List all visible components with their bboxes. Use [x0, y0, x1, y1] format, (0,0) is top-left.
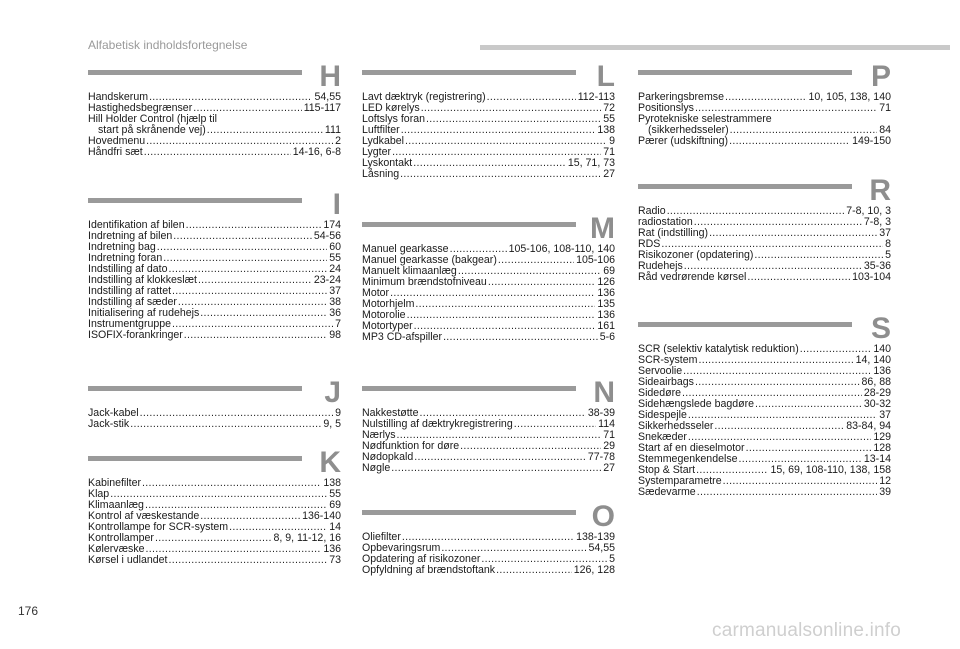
dot-leader — [144, 147, 291, 158]
index-entry-page[interactable]: 2 — [335, 135, 341, 147]
index-entry-name: Jack-stik — [88, 418, 130, 430]
index-entry-name: Lydkabel — [362, 135, 405, 147]
index-entry-name: start på skrånende vej) — [98, 124, 206, 136]
index-entry-page[interactable]: 69 — [329, 499, 341, 511]
index-entry-name: Indretning bag — [88, 241, 156, 253]
index-entry-page[interactable]: 140 — [873, 343, 891, 355]
dot-leader — [460, 441, 601, 452]
dot-leader — [200, 308, 327, 319]
section-letter: N — [593, 376, 615, 409]
section-letter: J — [324, 376, 341, 409]
dot-leader — [747, 272, 850, 283]
index-entry-page[interactable]: 5-6 — [599, 331, 615, 343]
index-entry-name: Kørsel i udlandet — [88, 554, 168, 566]
section-rule — [88, 456, 302, 461]
index-entry-page[interactable]: 10, 105, 138, 140 — [808, 91, 891, 103]
section-entries — [88, 478, 341, 566]
dot-leader — [694, 217, 862, 228]
index-entry-page[interactable]: 136 — [873, 365, 891, 377]
index-entry-page[interactable]: 14-16, 6-8 — [292, 146, 341, 158]
dot-leader — [130, 419, 321, 430]
index-entry-page[interactable]: 5 — [609, 553, 615, 565]
index-entry — [362, 277, 615, 288]
index-entry-name: Kabinefilter — [88, 477, 141, 489]
index-entry-page[interactable]: 55 — [329, 488, 341, 500]
index-entry-page[interactable]: 27 — [603, 168, 615, 180]
index-entry-page[interactable]: 112-113 — [577, 91, 615, 103]
index-entry-page[interactable]: 105-106, 108-110, 140 — [508, 243, 615, 255]
index-entry-name: Nøgle — [362, 462, 391, 474]
index-entry-name: Rudehejs — [638, 260, 683, 272]
index-entry-page[interactable]: 29 — [603, 440, 615, 452]
index-entry-name: Indstilling af sæder — [88, 296, 177, 308]
index-entry-page[interactable]: 128 — [873, 442, 891, 454]
section-entries — [362, 408, 615, 474]
index-entry-name: Kontrol af væskestande — [88, 510, 200, 522]
index-entry-name: Opfyldning af brændstoftank — [362, 564, 496, 576]
index-entry-name: Servoolie — [638, 365, 683, 377]
index-entry-name: Pyrotekniske selestrammere — [638, 113, 772, 125]
section-heading — [362, 212, 615, 245]
index-entry-page[interactable]: 60 — [329, 241, 341, 253]
index-entry-page[interactable]: 138-139 — [576, 531, 615, 543]
index-entry-page[interactable]: 136 — [597, 287, 615, 299]
index-entry-name: Sidedøre — [638, 387, 681, 399]
section-letter: P — [870, 60, 891, 93]
index-entry-page[interactable]: 138 — [597, 124, 615, 136]
section-rule — [638, 70, 852, 75]
index-entry-name: Jack-kabel — [88, 407, 139, 419]
section-letter: K — [319, 446, 341, 479]
index-entry-page[interactable]: 77-78 — [587, 451, 615, 463]
index-entry-page[interactable]: 129 — [873, 431, 891, 443]
section-entries — [88, 408, 341, 430]
index-entry-page[interactable]: 138 — [323, 477, 341, 489]
index-entry-page[interactable]: 161 — [597, 320, 615, 332]
index-entry — [362, 419, 615, 430]
index-entry-name: Sideairbags — [638, 376, 694, 388]
section-rule — [362, 386, 576, 391]
dot-leader — [184, 330, 327, 341]
index-section-s — [638, 314, 891, 498]
dot-leader — [207, 125, 323, 136]
index-entry-page[interactable]: 174 — [323, 219, 341, 231]
index-section-m — [362, 214, 615, 343]
index-entry — [362, 565, 615, 576]
index-entry-name: Initialisering af rudehejs — [88, 307, 200, 319]
dot-leader — [487, 92, 576, 103]
index-entry-page[interactable]: 7 — [335, 318, 341, 330]
section-heading — [362, 500, 615, 533]
index-entry-name: (sikkerhedsseler) — [648, 124, 729, 136]
index-entry-page[interactable]: 103-104 — [852, 271, 891, 283]
index-entry-page[interactable]: 135 — [597, 298, 615, 310]
dot-leader — [443, 332, 598, 343]
section-heading — [638, 174, 891, 207]
dot-leader — [755, 399, 862, 410]
index-entry-page[interactable]: 72 — [603, 102, 615, 114]
index-entry-page[interactable]: 38-39 — [587, 407, 615, 419]
index-entry — [638, 228, 891, 239]
index-entry-name: Stop & Start — [638, 464, 696, 476]
index-entry-name: Nakkestøtte — [362, 407, 419, 419]
section-letter: O — [591, 500, 615, 533]
dot-leader — [488, 277, 595, 288]
section-entries — [638, 206, 891, 283]
index-entry-name: Opbevaringsrum — [362, 542, 441, 554]
index-entry-name: RDS — [638, 238, 661, 250]
section-rule — [362, 70, 576, 75]
dot-leader — [142, 478, 321, 489]
watermark: carmanualsonline.info — [712, 620, 902, 641]
index-entry — [362, 136, 615, 147]
index-entry-page[interactable]: 84 — [879, 124, 891, 136]
index-entry — [88, 555, 341, 566]
index-entry-name: Håndfri sæt — [88, 146, 143, 158]
index-entry-name: Kontrollampe for SCR-system — [88, 521, 229, 533]
index-entry-name: Parkeringsbremse — [638, 91, 724, 103]
index-entry-page[interactable]: 9 — [609, 135, 615, 147]
index-entry-name: Instrumentgruppe — [88, 318, 172, 330]
index-section-o — [362, 502, 615, 576]
dot-leader — [401, 125, 596, 136]
index-entry — [88, 330, 341, 341]
dot-leader — [683, 366, 871, 377]
section-heading — [362, 60, 615, 93]
index-entry-page[interactable]: 8 — [885, 238, 891, 250]
index-entry-page[interactable]: 36 — [329, 307, 341, 319]
index-entry-page[interactable]: 13-14 — [863, 453, 891, 465]
index-entry-name: Handskerum — [88, 91, 149, 103]
dot-leader — [390, 288, 595, 299]
section-letter: R — [869, 174, 891, 207]
dot-leader — [426, 114, 601, 125]
index-entry-name: Identifikation af bilen — [88, 219, 185, 231]
dot-leader — [725, 92, 807, 103]
dot-leader — [698, 355, 853, 366]
index-entry-name: LED kørelys — [362, 102, 420, 114]
section-rule — [88, 198, 302, 203]
index-entry-name: Nærlys — [362, 429, 396, 441]
index-entry-page[interactable]: 15, 71, 73 — [567, 157, 615, 169]
section-entries — [638, 344, 891, 498]
index-entry-name: Lyskontakt — [362, 157, 413, 169]
index-entry-name: Motortyper — [362, 320, 413, 332]
index-entry-page[interactable]: 12 — [879, 475, 891, 487]
index-entry-page[interactable]: 24 — [329, 263, 341, 275]
section-rule — [638, 184, 852, 189]
dot-leader — [697, 487, 878, 498]
index-entry-page[interactable]: 37 — [329, 285, 341, 297]
index-entry-page[interactable]: 14, 140 — [855, 354, 891, 366]
index-entry-page[interactable]: 55 — [329, 252, 341, 264]
index-entry-page[interactable]: 98 — [329, 329, 341, 341]
dot-leader — [400, 169, 601, 180]
index-entry-name: Snekæder — [638, 431, 687, 443]
index-entry — [362, 332, 615, 343]
index-entry-page[interactable]: 73 — [329, 554, 341, 566]
index-entry-page[interactable]: 83-84, 94 — [846, 420, 891, 432]
index-entry-page[interactable]: 55 — [603, 113, 615, 125]
section-entries — [88, 220, 341, 341]
index-entry — [362, 158, 615, 169]
dot-leader — [178, 297, 327, 308]
index-entry-page[interactable]: 71 — [603, 146, 615, 158]
index-entry-page[interactable]: 7-8, 10, 3 — [846, 205, 891, 217]
index-entry-page[interactable]: 27 — [603, 462, 615, 474]
dot-leader — [172, 286, 327, 297]
index-entry-name: Nulstilling af dæktrykregistrering — [362, 418, 513, 430]
index-entry — [88, 419, 341, 430]
dot-leader — [413, 158, 566, 169]
dot-leader — [709, 228, 877, 239]
index-section-l — [362, 62, 615, 180]
index-entry-name: Klap — [88, 488, 110, 500]
index-entry-name: Hastighedsbegrænser — [88, 102, 193, 114]
index-entry-page[interactable]: 136-140 — [302, 510, 341, 522]
index-entry-page[interactable]: 5 — [885, 249, 891, 261]
dot-leader — [155, 533, 272, 544]
index-entry-name: Rat (indstilling) — [638, 227, 709, 239]
section-heading — [638, 60, 891, 93]
index-entry-page[interactable]: 14 — [329, 521, 341, 533]
index-entry-page[interactable]: 30-32 — [863, 398, 891, 410]
section-letter: I — [332, 188, 341, 221]
index-entry-name: Lavt dæktryk (registrering) — [362, 91, 486, 103]
index-section-r — [638, 176, 891, 283]
dot-leader — [157, 242, 327, 253]
index-entry-page[interactable]: 9, 5 — [323, 418, 341, 430]
index-section-h — [88, 62, 341, 158]
index-entry-page[interactable]: 126 — [597, 276, 615, 288]
index-entry-name: Motorhjelm — [362, 298, 415, 310]
section-entries — [638, 92, 891, 147]
dot-leader — [169, 555, 328, 566]
index-entry-name: Systemparametre — [638, 475, 722, 487]
index-entry-name: Råd vedrørende kørsel — [638, 271, 747, 283]
index-entry-name: Risikozoner (opdatering) — [638, 249, 754, 261]
index-entry-name: Manuel gearkasse (bakgear) — [362, 254, 497, 266]
index-entry-page[interactable]: 54-56 — [313, 230, 341, 242]
index-entry-name: Indstilling af klokkeslæt — [88, 274, 197, 286]
section-entries — [88, 92, 341, 158]
section-entries — [362, 244, 615, 343]
dot-leader — [695, 377, 860, 388]
index-entry — [362, 452, 615, 463]
section-letter: H — [319, 60, 341, 93]
dot-leader — [415, 299, 595, 310]
index-entry-page[interactable]: 136 — [323, 543, 341, 555]
index-entry-page[interactable]: 35-36 — [863, 260, 891, 272]
index-entry-page[interactable]: 54,55 — [314, 91, 341, 103]
index-entry-name: Sidehængslede bagdøre — [638, 398, 755, 410]
index-entry-name: Lygter — [362, 146, 392, 158]
section-heading — [88, 376, 341, 409]
index-entry-name: Sidespejle — [638, 409, 687, 421]
index-entry-page[interactable]: 23-24 — [313, 274, 341, 286]
index-entry-name: Luftfilter — [362, 124, 400, 136]
index-entry-page[interactable]: 71 — [603, 429, 615, 441]
index-entry-name: Start af en dieselmotor — [638, 442, 745, 454]
index-entry-name: ISOFIX-forankringer — [88, 329, 183, 341]
index-entry-page[interactable]: 54,55 — [588, 542, 615, 554]
dot-leader — [198, 275, 312, 286]
index-section-n — [362, 378, 615, 474]
index-entry — [362, 169, 615, 180]
index-entry-page[interactable]: 126, 128 — [573, 564, 615, 576]
section-rule — [362, 222, 576, 227]
index-entry — [638, 487, 891, 498]
index-entry-name: MP3 CD-afspiller — [362, 331, 443, 343]
dot-leader — [146, 544, 322, 555]
dot-leader — [407, 310, 596, 321]
page-header-title: Alfabetisk indholdsfortegnelse — [88, 38, 248, 52]
index-entry-name: Låsning — [362, 168, 400, 180]
index-entry-page[interactable]: 15, 69, 108-110, 138, 158 — [770, 464, 891, 476]
index-entry — [362, 463, 615, 474]
index-entry-page[interactable]: 136 — [597, 309, 615, 321]
index-entry-page[interactable]: 38 — [329, 296, 341, 308]
section-rule — [362, 510, 576, 515]
index-entry-page[interactable]: 8, 9, 11-12, 16 — [273, 532, 341, 544]
dot-leader — [496, 565, 572, 576]
index-entry-name: SCR (selektiv katalytisk reduktion) — [638, 343, 799, 355]
index-entry-name: Manuel gearkasse — [362, 243, 449, 255]
index-entry-page[interactable]: 69 — [603, 265, 615, 277]
dot-leader — [172, 319, 333, 330]
dot-leader — [391, 463, 601, 474]
index-entry-page[interactable]: 105-106 — [576, 254, 615, 266]
dot-leader — [405, 136, 607, 147]
index-entry-name: Pærer (udskiftning) — [638, 135, 729, 147]
index-entry-page[interactable]: 37 — [879, 227, 891, 239]
index-entry-name: Oliefilter — [362, 531, 401, 543]
index-entry-name: Manuelt klimaanlæg — [362, 265, 457, 277]
index-entry-name: Nødopkald — [362, 451, 414, 463]
index-entry-name: Motor — [362, 287, 390, 299]
section-heading — [88, 60, 341, 93]
dot-leader — [173, 231, 312, 242]
index-entry-name: Indretning af bilen — [88, 230, 173, 242]
dot-leader — [163, 253, 327, 264]
index-entry-name: Indretning foran — [88, 252, 163, 264]
index-entry-name: Indstilling af dato — [88, 263, 168, 275]
index-entry-name: SCR-system — [638, 354, 698, 366]
index-entry-page[interactable]: 149-150 — [852, 135, 891, 147]
section-heading — [362, 376, 615, 409]
dot-leader — [498, 255, 574, 266]
index-section-p — [638, 62, 891, 147]
section-heading — [638, 312, 891, 345]
section-heading — [88, 446, 341, 479]
index-entry-name: Opdatering af risikozoner — [362, 553, 481, 565]
dot-leader — [186, 220, 322, 231]
index-section-j — [88, 378, 341, 430]
dot-leader — [723, 476, 878, 487]
index-entry-name: Positionslys — [638, 102, 694, 114]
section-heading — [88, 188, 341, 221]
header-bar — [480, 45, 950, 50]
index-entry-name: Motorolie — [362, 309, 406, 321]
section-entries — [362, 92, 615, 180]
index-entry — [638, 136, 891, 147]
index-entry-name: Minimum brændstofniveau — [362, 276, 487, 288]
section-letter: L — [596, 60, 615, 93]
index-entry-name: Kontrollamper — [88, 532, 154, 544]
index-entry-page[interactable]: 86, 88 — [861, 376, 891, 388]
section-letter: M — [590, 212, 615, 245]
dot-leader — [714, 421, 844, 432]
index-entry-name: Nødfunktion for døre — [362, 440, 460, 452]
dot-leader — [729, 136, 850, 147]
index-entry — [88, 478, 341, 489]
index-section-k — [88, 448, 341, 566]
dot-leader — [667, 206, 845, 217]
index-entry-name: Hovedmenu — [88, 135, 146, 147]
index-entry — [88, 147, 341, 158]
index-entry-page[interactable]: 115-117 — [303, 102, 341, 114]
index-entry-name: radiostation — [638, 216, 693, 228]
dot-leader — [140, 408, 333, 419]
index-entry-page[interactable]: 7-8, 3 — [863, 216, 891, 228]
page-number: 176 — [18, 604, 39, 618]
dot-leader — [414, 452, 586, 463]
dot-leader — [746, 443, 872, 454]
index-entry-page[interactable]: 111 — [324, 124, 341, 136]
index-entry-name: Radio — [638, 205, 666, 217]
index-entry — [638, 272, 891, 283]
index-entry-name: Stemmegenkendelse — [638, 453, 738, 465]
dot-leader — [514, 419, 596, 430]
index-entry-name: Hill Holder Control (hjælp til — [88, 113, 217, 125]
index-entry-name: Loftslys foran — [362, 113, 426, 125]
section-entries — [362, 532, 615, 576]
index-entry-name: Klimaanlæg — [88, 499, 144, 511]
section-letter: S — [870, 312, 891, 345]
index-entry-page[interactable]: 114 — [598, 418, 615, 430]
section-rule — [638, 322, 852, 327]
index-entry-name: Kølervæske — [88, 543, 145, 555]
index-entry-page[interactable]: 39 — [879, 486, 891, 498]
index-entry-name: Sædevarme — [638, 486, 696, 498]
section-rule — [88, 70, 302, 75]
dot-leader — [421, 103, 602, 114]
index-entry-page[interactable]: 28-29 — [863, 387, 891, 399]
index-entry-name: Sikkerhedsseler — [638, 420, 714, 432]
index-entry-page[interactable]: 9 — [335, 407, 341, 419]
index-section-i — [88, 190, 341, 341]
index-entry-page[interactable]: 37 — [879, 409, 891, 421]
index-entry-name: Indstilling af rattet — [88, 285, 172, 297]
index-entry-page[interactable]: 71 — [879, 102, 891, 114]
section-rule — [88, 386, 302, 391]
